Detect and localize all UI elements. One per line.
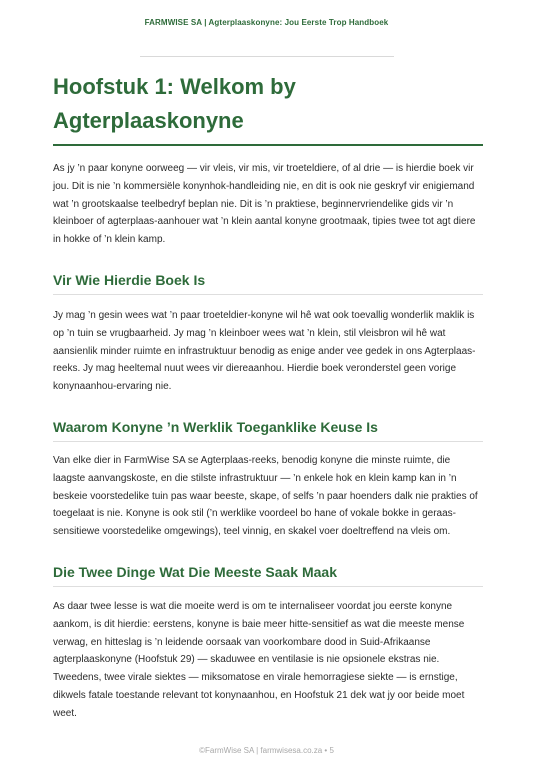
chapter-intro-paragraph: As jy ’n paar konyne oorweeg — vir vleis, vir mis, vir troeteldiere, of al drie — is hierdie boek vir jou. Dit is nie ’n kommersiële konynhok-handleiding nie, en dit is ook nie geskryf vir enigiemand wat ’n grootskaalse teelbedryf beplan nie. Dit is ’n praktiese, beginnervriendelike gids vir ’n kleinboer of agterplaas-aanhouer wat ’n klein aantal konyne grootmaak, tipies twee tot agt diere in hokke of ’n klein kamp.	[53, 163, 476, 246]
header-divider	[140, 56, 394, 57]
section-body-two-things: As daar twee lesse is wat die moeite werd is om te internaliseer voordat jou eerste konyne aankom, is dit hierdie: eerstens, konyne is baie meer hitte-sensitief as wat die meeste mense verwag, en hitteslag is ’n leidende oorsaak van voorkombare dood in Suid-Afrikaanse agterplaaskonyne (Hoofstuk 29) — skaduwee en ventilasie is nie opsionele ekstras nie. Tweedens, twee virale siektes — miksomatose en virale hemorragiese siekte — is ernstige, dikwels fatale toestande relevant tot konynaanhou, en Hoofstuk 21 dek wat jy oor beide moet weet.	[53, 600, 465, 719]
page-footer: ©FarmWise SA | farmwisesa.co.za • 5	[199, 746, 334, 755]
section-heading-why: Waarom Konyne ’n Werklik Toeganklike Keuse Is	[53, 418, 483, 442]
section-heading-who: Vir Wie Hierdie Boek Is	[53, 271, 483, 295]
page-content	[53, 70, 483, 723]
chapter-title: Hoofstuk 1: Welkom by Agterplaaskonyne	[53, 70, 483, 146]
running-header: FARMWISE SA | Agterplaaskonyne: Jou Eerste Trop Handboek	[144, 18, 389, 27]
section-body-why: Van elke dier in FarmWise SA se Agterplaas-reeks, benodig konyne die minste ruimte, die laagste aanvangskoste, en die stilste infrastruktuur — ’n enkele hok en klein kamp kan in ’n beskeie voorstedelike tuin pas waar beeste, skape, of selfs ’n paar hoenders dalk nie prakties of toegelaat is nie. Konyne is ook stil (’n werklike voordeel bo hane of vokale bokke in geraas-sensitiewe voorstedelike omgewings), teel vinnig, en skakel voer doeltreffend na vleis om.	[53, 454, 478, 538]
section-heading-two-things: Die Twee Dinge Wat Die Meeste Saak Maak	[53, 563, 483, 587]
section-body-who: Jy mag ’n gesin wees wat ’n paar troeteldier-konyne wil hê wat ook toevallig wonderlik maklik is op ’n tuin se vrugbaarheid. Jy mag ’n kleinboer wees wat ’n klein, stil vleisbron wil hê wat aansienlik minder ruimte en infrastruktuur benodig as enige ander vee gedek in ons Agterplaas-reeks. Jy mag heeltemal nuut wees vir diereaanhou. Hierdie boek veronderstel geen vorige konynaanhou-ervaring nie.	[53, 309, 476, 393]
